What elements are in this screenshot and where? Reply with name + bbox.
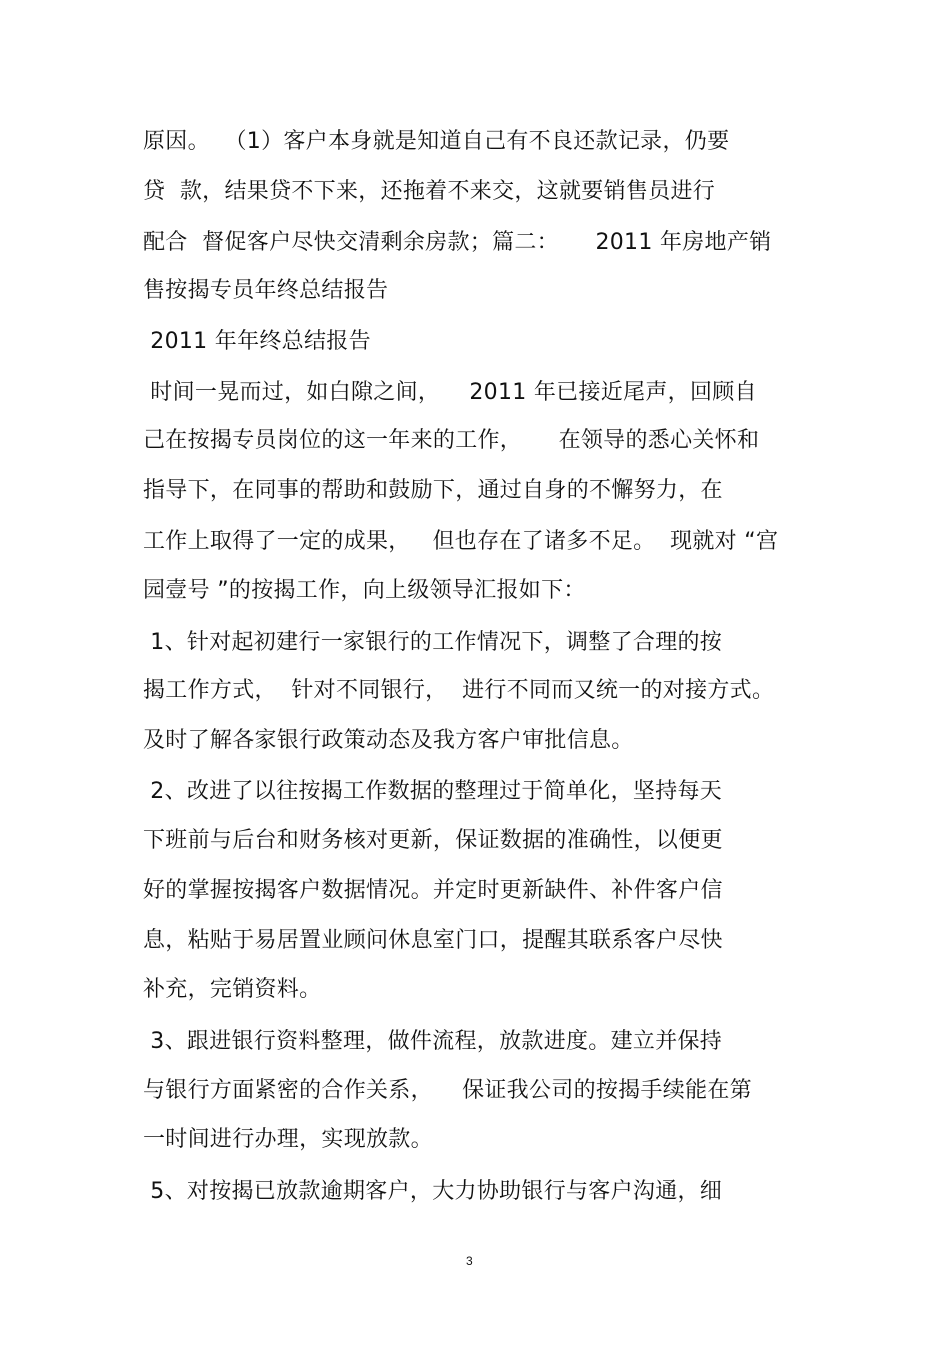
text-line: 及时了解各家银行政策动态及我方客户审批信息。 [143, 728, 634, 753]
text-line: 补充，完销资料。 [143, 977, 322, 1002]
text-line: 配合 督促客户尽快交清剩余房款；篇二： 2011 年房地产销 [143, 230, 772, 255]
text-line: 2011 年年终总结报告 [143, 329, 371, 354]
page-number: 3 [466, 1254, 473, 1268]
text-line: 指导下，在同事的帮助和鼓励下，通过自身的不懈努力，在 [143, 478, 723, 503]
text-line: 1、针对起初建行一家银行的工作情况下，调整了合理的按 [143, 630, 723, 655]
text-line: 贷 款，结果贷不下来，还拖着不来交，这就要销售员进行 [143, 179, 716, 204]
text-line: 息，粘贴于易居置业顾问休息室门口，提醒其联系客户尽快 [143, 928, 723, 953]
text-line: 下班前与后台和财务核对更新，保证数据的准确性，以便更 [143, 828, 723, 853]
text-line: 3、跟进银行资料整理，做件流程，放款进度。建立并保持 [143, 1029, 723, 1054]
text-line: 2、改进了以往按揭工作数据的整理过于简单化，坚持每天 [143, 779, 723, 804]
text-line: 园壹号 ”的按揭工作，向上级领导汇报如下： [143, 578, 586, 603]
text-line: 时间一晃而过，如白隙之间， 2011 年已接近尾声，回顾自 [143, 380, 757, 405]
text-line: 工作上取得了一定的成果， 但也存在了诸多不足。 现就对 “宫 [143, 529, 779, 554]
text-line: 原因。 （1）客户本身就是知道自己有不良还款记录，仍要 [143, 129, 730, 154]
text-line: 一时间进行办理，实现放款。 [143, 1127, 433, 1152]
text-line: 5、对按揭已放款逾期客户，大力协助银行与客户沟通，细 [143, 1179, 723, 1204]
text-line: 好的掌握按揭客户数据情况。并定时更新缺件、补件客户信 [143, 878, 723, 903]
text-line: 己在按揭专员岗位的这一年来的工作， 在领导的悉心关怀和 [143, 428, 760, 453]
text-line: 揭工作方式， 针对不同银行， 进行不同而又统一的对接方式。 [143, 678, 775, 703]
text-line: 与银行方面紧密的合作关系， 保证我公司的按揭手续能在第 [143, 1078, 752, 1103]
text-line: 售按揭专员年终总结报告 [143, 278, 389, 303]
